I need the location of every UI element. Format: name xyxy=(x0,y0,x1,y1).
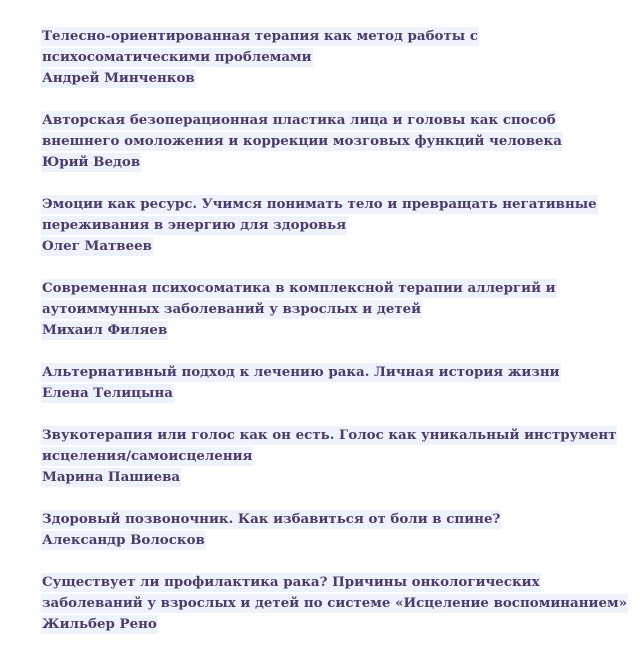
lecture-entry xyxy=(43,278,623,341)
lecture-title-line: заболеваний у взрослых и детей по системе «Исцеление воспоминанием» xyxy=(42,595,627,611)
lecture-title-line: исцеления/самоисцеления xyxy=(42,448,253,464)
lecture-title-line: Современная психосоматика в комплексной терапии аллергий и xyxy=(42,280,556,296)
lecture-author: Юрий Ведов xyxy=(42,154,141,170)
lecture-author: Андрей Минченков xyxy=(42,70,195,86)
lecture-entry xyxy=(43,194,623,257)
lecture-author: Жильбер Рено xyxy=(42,616,157,632)
lecture-author: Александр Волосков xyxy=(42,532,205,548)
lecture-title-line: внешнего омоложения и коррекции мозговых функций человека xyxy=(42,133,562,149)
lecture-title-line: Здоровый позвоночник. Как избавиться от боли в спине? xyxy=(42,511,501,527)
lecture-title-line: Альтернативный подход к лечению рака. Личная история жизни xyxy=(42,364,560,380)
lecture-title-line: переживания в энергию для здоровья xyxy=(42,217,347,233)
lecture-author: Олег Матвеев xyxy=(42,238,152,254)
lecture-title-line: аутоиммунных заболеваний у взрослых и детей xyxy=(42,301,422,317)
lecture-title-line: психосоматическими проблемами xyxy=(42,49,312,65)
lecture-entry xyxy=(42,572,627,635)
lecture-entry xyxy=(43,26,623,89)
lecture-entry xyxy=(43,425,623,488)
lecture-entry xyxy=(43,509,623,551)
lecture-list xyxy=(42,26,627,656)
lecture-title-line: Существует ли профилактика рака? Причины онкологических xyxy=(42,574,540,590)
lecture-title-line: Телесно-ориентированная терапия как метод работы с xyxy=(42,28,478,44)
lecture-title-line: Эмоции как ресурс. Учимся понимать тело и превращать негативные xyxy=(42,196,597,212)
lecture-entry xyxy=(43,362,623,404)
lecture-entry xyxy=(43,110,623,173)
lecture-title-line: Авторская безоперационная пластика лица и головы как способ xyxy=(42,112,556,128)
lecture-author: Михаил Филяев xyxy=(42,322,168,338)
lecture-author: Елена Телицына xyxy=(42,385,173,401)
lecture-title-line: Звукотерапия или голос как он есть. Голос как уникальный инструмент xyxy=(42,427,617,443)
lecture-author: Марина Пашиева xyxy=(42,469,181,485)
